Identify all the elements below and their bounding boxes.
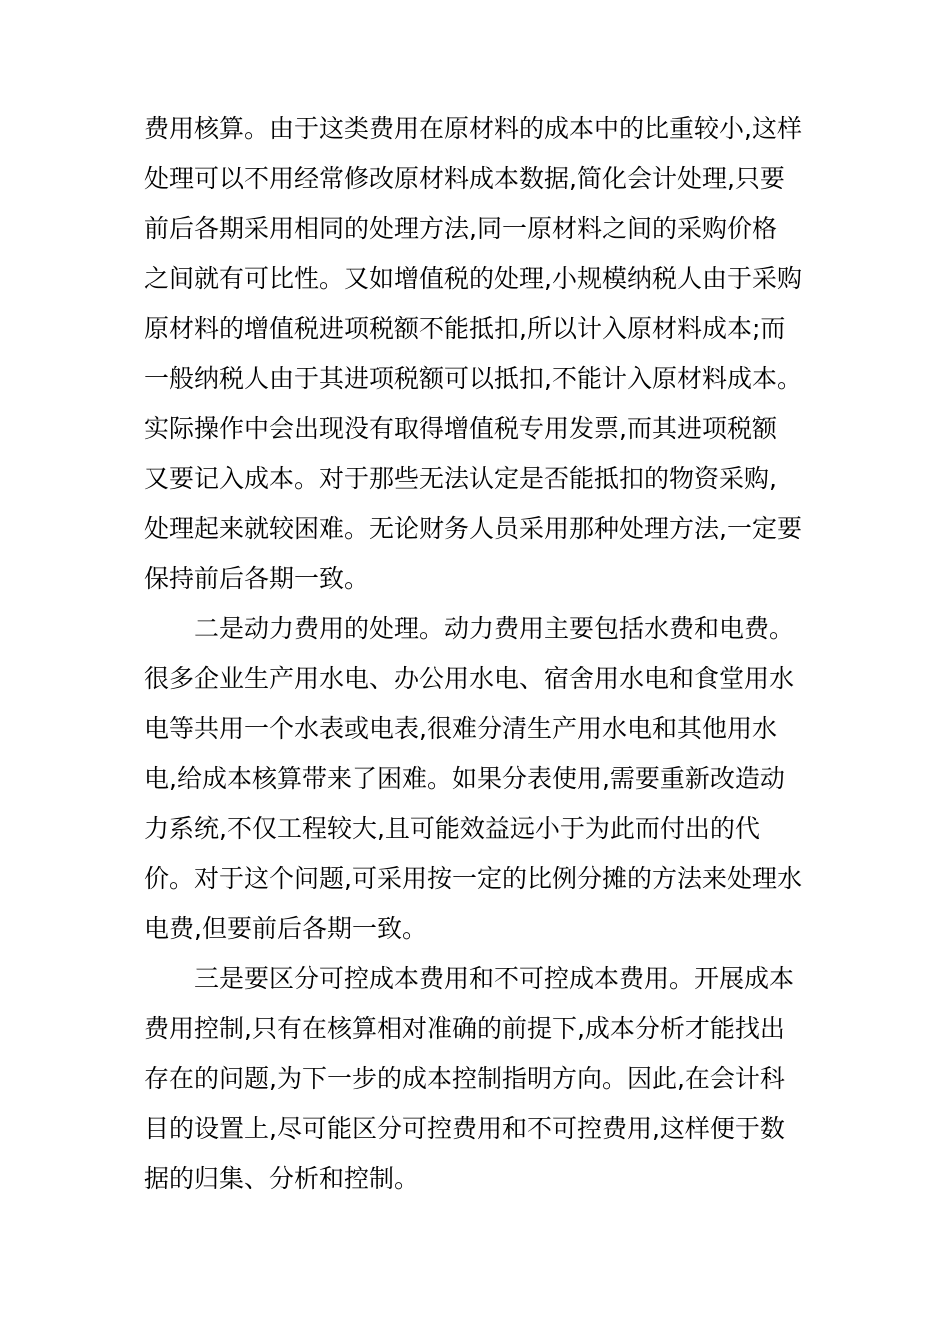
paragraph-start-line: 二是动力费用的处理。动力费用主要包括水费和电费。	[194, 614, 795, 643]
text-line: 价。对于这个问题,可采用按一定的比例分摊的方法来处理水	[144, 864, 802, 893]
text-line: 处理可以不用经常修改原材料成本数据,简化会计处理,只要	[144, 164, 785, 193]
text-line: 存在的问题,为下一步的成本控制指明方向。因此,在会计科	[144, 1064, 785, 1093]
text-line: 处理起来就较困难。无论财务人员采用那种处理方法,一定要	[144, 514, 802, 543]
text-line: 原材料的增值税进项税额不能抵扣,所以计入原材料成本;而	[144, 314, 786, 343]
text-line: 又要记入成本。对于那些无法认定是否能抵扣的物资采购,	[144, 464, 777, 493]
text-line: 费用控制,只有在核算相对准确的前提下,成本分析才能找出	[144, 1014, 785, 1043]
text-line: 实际操作中会出现没有取得增值税专用发票,而其进项税额	[144, 414, 777, 443]
text-line: 前后各期采用相同的处理方法,同一原材料之间的采购价格	[144, 214, 777, 243]
text-line: 很多企业生产用水电、办公用水电、宿舍用水电和食堂用水	[144, 664, 795, 693]
text-line: 一般纳税人由于其进项税额可以抵扣,不能计入原材料成本。	[144, 364, 802, 393]
text-line: 保持前后各期一致。	[144, 564, 370, 593]
text-line: 之间就有可比性。又如增值税的处理,小规模纳税人由于采购	[144, 264, 802, 293]
text-line: 电费,但要前后各期一致。	[144, 914, 427, 943]
text-line: 目的设置上,尽可能区分可控费用和不可控费用,这样便于数	[144, 1114, 785, 1143]
text-line: 费用核算。由于这类费用在原材料的成本中的比重较小,这样	[144, 114, 802, 143]
text-line: 电等共用一个水表或电表,很难分清生产用水电和其他用水	[144, 714, 777, 743]
document-body	[144, 104, 824, 1204]
text-line: 电,给成本核算带来了困难。如果分表使用,需要重新改造动	[144, 764, 785, 793]
text-line: 力系统,不仅工程较大,且可能效益远小于为此而付出的代	[144, 814, 760, 843]
text-line: 据的归集、分析和控制。	[144, 1164, 420, 1193]
paragraph-start-line: 三是要区分可控成本费用和不可控成本费用。开展成本	[194, 964, 795, 993]
